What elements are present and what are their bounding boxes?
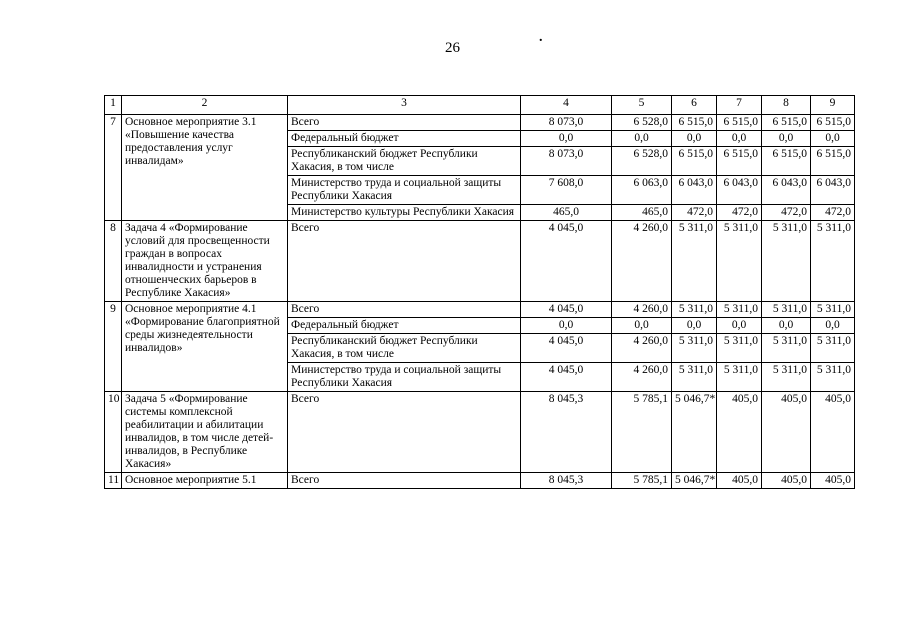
funding-source: Федеральный бюджет bbox=[288, 131, 521, 147]
activity-name: Основное мероприятие 4.1 «Формирование благоприятной среды жизнедеятельности инвалидов» bbox=[122, 302, 288, 392]
value-cell: 4 045,0 bbox=[521, 221, 612, 302]
value-cell: 0,0 bbox=[612, 131, 672, 147]
value-cell: 6 043,0 bbox=[672, 176, 717, 205]
value-cell: 0,0 bbox=[521, 318, 612, 334]
value-cell: 5 311,0 bbox=[717, 302, 762, 318]
funding-source: Министерство труда и социальной защиты Республики Хакасия bbox=[288, 363, 521, 392]
value-cell: 405,0 bbox=[762, 473, 811, 489]
header-cell: 1 bbox=[105, 96, 122, 115]
value-cell: 6 515,0 bbox=[811, 115, 855, 131]
value-cell: 472,0 bbox=[762, 205, 811, 221]
value-cell: 472,0 bbox=[672, 205, 717, 221]
value-cell: 6 515,0 bbox=[717, 147, 762, 176]
table-row bbox=[105, 302, 855, 318]
value-cell: 6 043,0 bbox=[811, 176, 855, 205]
value-cell: 0,0 bbox=[762, 318, 811, 334]
header-cell: 9 bbox=[811, 96, 855, 115]
value-cell: 4 260,0 bbox=[612, 363, 672, 392]
funding-source: Всего bbox=[288, 115, 521, 131]
value-cell: 5 311,0 bbox=[811, 363, 855, 392]
value-cell: 6 515,0 bbox=[717, 115, 762, 131]
value-cell: 5 785,1 bbox=[612, 392, 672, 473]
value-cell: 4 260,0 bbox=[612, 302, 672, 318]
value-cell: 405,0 bbox=[717, 392, 762, 473]
funding-source: Всего bbox=[288, 221, 521, 302]
value-cell: 6 515,0 bbox=[811, 147, 855, 176]
page-number: 26 bbox=[445, 40, 460, 56]
value-cell: 0,0 bbox=[521, 131, 612, 147]
value-cell: 5 311,0 bbox=[762, 334, 811, 363]
header-cell: 8 bbox=[762, 96, 811, 115]
row-number: 7 bbox=[105, 115, 122, 221]
value-cell: 0,0 bbox=[811, 318, 855, 334]
value-cell: 6 043,0 bbox=[762, 176, 811, 205]
value-cell: 0,0 bbox=[672, 318, 717, 334]
value-cell: 5 311,0 bbox=[672, 363, 717, 392]
funding-source: Республиканский бюджет Республики Хакасия, в том числе bbox=[288, 147, 521, 176]
value-cell: 4 045,0 bbox=[521, 334, 612, 363]
value-cell: 6 515,0 bbox=[672, 115, 717, 131]
table-row bbox=[105, 221, 855, 302]
table-header-row bbox=[105, 96, 855, 115]
value-cell: 8 045,3 bbox=[521, 473, 612, 489]
value-cell: 405,0 bbox=[811, 473, 855, 489]
table-row bbox=[105, 473, 855, 489]
header-cell: 5 bbox=[612, 96, 672, 115]
value-cell: 5 311,0 bbox=[717, 334, 762, 363]
value-cell: 8 073,0 bbox=[521, 115, 612, 131]
value-cell: 5 311,0 bbox=[717, 363, 762, 392]
value-cell: 8 045,3 bbox=[521, 392, 612, 473]
value-cell: 6 043,0 bbox=[717, 176, 762, 205]
row-number: 11 bbox=[105, 473, 122, 489]
value-cell: 5 311,0 bbox=[717, 221, 762, 302]
value-cell: 4 045,0 bbox=[521, 363, 612, 392]
activity-name: Задача 5 «Формирование системы комплексной реабилитации и абилитации инвалидов, в том числе детей-инвалидов, в Республике Хакасия» bbox=[122, 392, 288, 473]
value-cell: 0,0 bbox=[612, 318, 672, 334]
value-cell: 0,0 bbox=[672, 131, 717, 147]
value-cell: 472,0 bbox=[717, 205, 762, 221]
value-cell: 6 515,0 bbox=[762, 147, 811, 176]
value-cell: 0,0 bbox=[762, 131, 811, 147]
value-cell: 5 046,7* bbox=[672, 392, 717, 473]
value-cell: 5 311,0 bbox=[811, 221, 855, 302]
funding-source: Республиканский бюджет Республики Хакасия, в том числе bbox=[288, 334, 521, 363]
value-cell: 7 608,0 bbox=[521, 176, 612, 205]
value-cell: 5 311,0 bbox=[762, 363, 811, 392]
value-cell: 5 311,0 bbox=[762, 302, 811, 318]
value-cell: 465,0 bbox=[521, 205, 612, 221]
value-cell: 4 045,0 bbox=[521, 302, 612, 318]
page-dot-mark: . bbox=[539, 30, 543, 45]
header-cell: 2 bbox=[122, 96, 288, 115]
value-cell: 0,0 bbox=[717, 318, 762, 334]
value-cell: 6 528,0 bbox=[612, 115, 672, 131]
table-row bbox=[105, 392, 855, 473]
header-cell: 7 bbox=[717, 96, 762, 115]
value-cell: 5 311,0 bbox=[672, 302, 717, 318]
table-row bbox=[105, 115, 855, 131]
value-cell: 6 515,0 bbox=[762, 115, 811, 131]
funding-source: Министерство труда и социальной защиты Республики Хакасия bbox=[288, 176, 521, 205]
funding-source: Всего bbox=[288, 392, 521, 473]
value-cell: 405,0 bbox=[811, 392, 855, 473]
row-number: 8 bbox=[105, 221, 122, 302]
value-cell: 0,0 bbox=[717, 131, 762, 147]
value-cell: 5 046,7* bbox=[672, 473, 717, 489]
value-cell: 5 311,0 bbox=[811, 302, 855, 318]
value-cell: 0,0 bbox=[811, 131, 855, 147]
row-number: 9 bbox=[105, 302, 122, 392]
value-cell: 6 515,0 bbox=[672, 147, 717, 176]
header-cell: 4 bbox=[521, 96, 612, 115]
value-cell: 5 311,0 bbox=[811, 334, 855, 363]
value-cell: 4 260,0 bbox=[612, 334, 672, 363]
value-cell: 8 073,0 bbox=[521, 147, 612, 176]
value-cell: 5 311,0 bbox=[672, 221, 717, 302]
value-cell: 465,0 bbox=[612, 205, 672, 221]
funding-source: Всего bbox=[288, 302, 521, 318]
activity-name: Основное мероприятие 3.1 «Повышение качества предоставления услуг инвалидам» bbox=[122, 115, 288, 221]
value-cell: 405,0 bbox=[717, 473, 762, 489]
funding-source: Министерство культуры Республики Хакасия bbox=[288, 205, 521, 221]
value-cell: 6 528,0 bbox=[612, 147, 672, 176]
header-cell: 3 bbox=[288, 96, 521, 115]
funding-source: Всего bbox=[288, 473, 521, 489]
value-cell: 472,0 bbox=[811, 205, 855, 221]
header-cell: 6 bbox=[672, 96, 717, 115]
budget-table bbox=[104, 95, 855, 489]
activity-name: Основное мероприятие 5.1 bbox=[122, 473, 288, 489]
value-cell: 405,0 bbox=[762, 392, 811, 473]
value-cell: 6 063,0 bbox=[612, 176, 672, 205]
value-cell: 5 785,1 bbox=[612, 473, 672, 489]
value-cell: 4 260,0 bbox=[612, 221, 672, 302]
activity-name: Задача 4 «Формирование условий для просвещенности граждан в вопросах инвалидности и устранения отношенческих барьеров в Республике Хакасия» bbox=[122, 221, 288, 302]
value-cell: 5 311,0 bbox=[672, 334, 717, 363]
row-number: 10 bbox=[105, 392, 122, 473]
value-cell: 5 311,0 bbox=[762, 221, 811, 302]
funding-source: Федеральный бюджет bbox=[288, 318, 521, 334]
